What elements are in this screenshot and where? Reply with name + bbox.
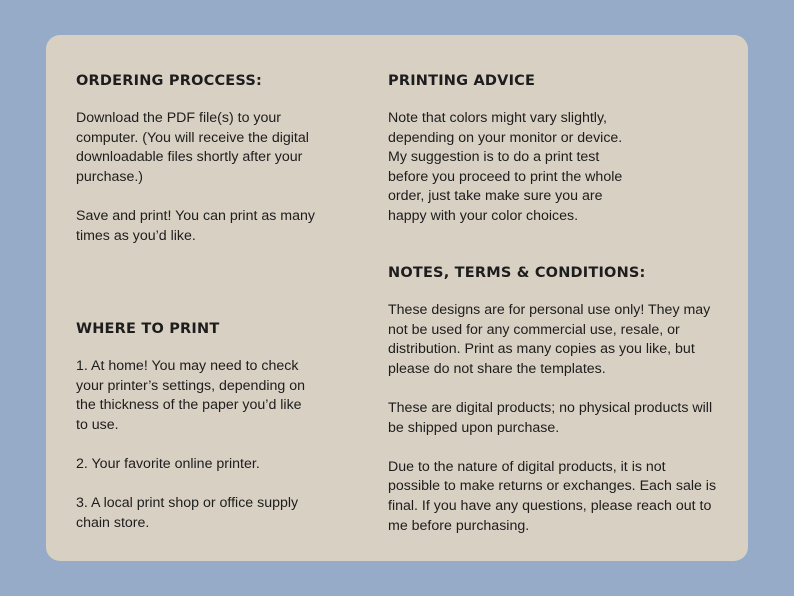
ordering-process-section (76, 72, 376, 246)
where-to-print-section (76, 320, 376, 533)
where-to-print-heading: WHERE TO PRINT (76, 321, 220, 337)
ordering-process-heading: ORDERING PROCCESS: (76, 73, 263, 89)
printing-advice-text: Note that colors might vary slightly, depending on your monitor or device. My suggestion is to do a print test before you proceed to print the whole order, just take make sure you are happy with your color choices. (388, 110, 623, 224)
info-card (46, 35, 748, 561)
notes-terms-heading: NOTES, TERMS & CONDITIONS: (388, 265, 646, 281)
printing-advice-heading: PRINTING ADVICE (388, 73, 536, 89)
ordering-process-text: Download the PDF file(s) to your computer. (You will receive the digital downloadable files shortly after your purchase.) Save and print! You can print as many times as you’d like. (76, 110, 315, 244)
printing-advice-section (388, 72, 728, 227)
notes-terms-section (388, 264, 738, 536)
where-to-print-text: 1. At home! You may need to check your printer’s settings, depending on the thickness of the paper you’d like to use. 2. Your favorite online printer. 3. A local print shop or office supply chain store. (76, 358, 305, 531)
notes-terms-text: These designs are for personal use only! They may not be used for any commercial use, resale, or distribution. Print as many copies as you like, but please do not share the templates. These are digital products; no physical products will be shipped upon purchase. Due to the nature of digital products, it is not possible to make returns or exchanges. Each sale is final. If you have any questions, please reach out to me before purchasing. (388, 302, 717, 534)
